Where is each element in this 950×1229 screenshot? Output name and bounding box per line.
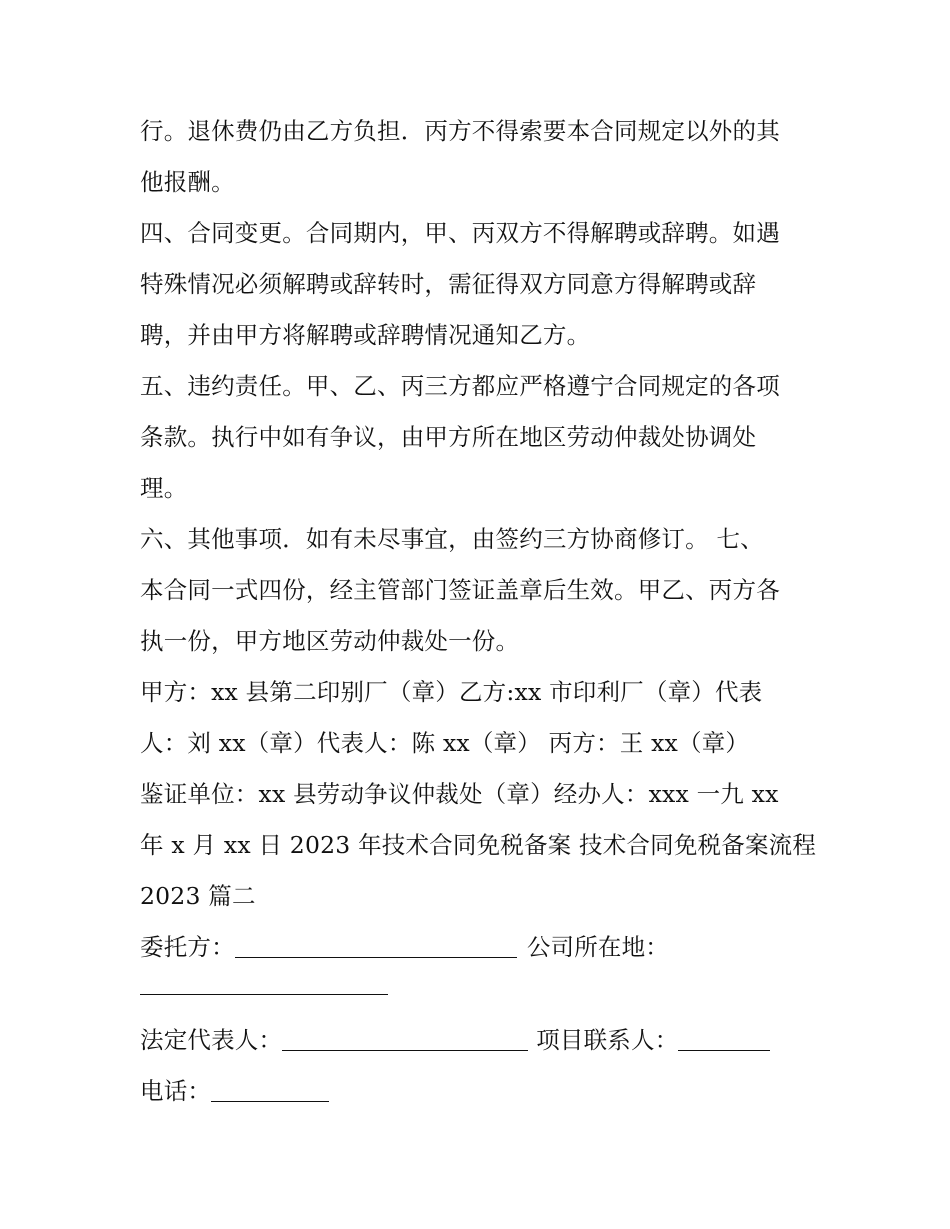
- text-line: 他报酬。: [140, 168, 235, 196]
- phone-label: 电话：: [140, 1077, 212, 1105]
- text-line: 五、违约责任。甲、乙、丙三方都应严格遵宁合同规定的各项: [140, 372, 780, 400]
- text-line: 行。退休费仍由乙方负担．丙方不得索要本合同规定以外的其: [140, 117, 780, 145]
- text-line: 特殊情况必须解聘或辞转时，需征得双方同意方得解聘或辞: [140, 270, 757, 298]
- phone-blank: [211, 1079, 329, 1102]
- text-line: 理。: [140, 474, 188, 502]
- text-line: 人：刘 xx（章）代表人：陈 xx（章） 丙方：王 xx（章）: [140, 729, 750, 757]
- text-line: 2023 篇二: [140, 882, 256, 910]
- client-label: 委托方：: [140, 933, 235, 961]
- form-row-client: [140, 933, 669, 961]
- form-row-location-blank: [140, 970, 388, 998]
- text-line: 执一份，甲方地区劳动仲裁处一份。: [140, 627, 520, 655]
- text-line: 年 x 月 xx 日 2023 年技术合同免税备案 技术合同免税备案流程: [140, 831, 817, 859]
- text-line: 六、其他事项．如有未尽事宜，由签约三方协商修订。 七、: [140, 525, 764, 553]
- text-line: 聘，并由甲方将解聘或辞聘情况通知乙方。: [140, 321, 591, 349]
- form-row-legal-rep: [140, 1026, 770, 1054]
- text-line: 鉴证单位：xx 县劳动争议仲裁处（章）经办人：xxx 一九 xx: [140, 780, 779, 808]
- location-label: 公司所在地：: [526, 933, 670, 961]
- text-line: 甲方：xx 县第二印别厂（章）乙方:xx 市印利厂（章）代表: [140, 678, 763, 706]
- legal-rep-label: 法定代表人：: [140, 1026, 283, 1054]
- project-contact-label: 项目联系人：: [536, 1026, 679, 1054]
- text-line: 条款。执行中如有争议，由甲方所在地区劳动仲裁处协调处: [140, 423, 757, 451]
- text-line: 四、合同变更。合同期内，甲、丙双方不得解聘或辞聘。如遇: [140, 219, 780, 247]
- legal-rep-blank: [282, 1028, 528, 1051]
- client-blank: [235, 935, 517, 958]
- project-contact-blank: [678, 1028, 770, 1051]
- location-blank: [140, 972, 388, 995]
- text-line: 本合同一式四份，经主管部门签证盖章后生效。甲乙、丙方各: [140, 576, 780, 604]
- form-row-phone: [140, 1077, 329, 1105]
